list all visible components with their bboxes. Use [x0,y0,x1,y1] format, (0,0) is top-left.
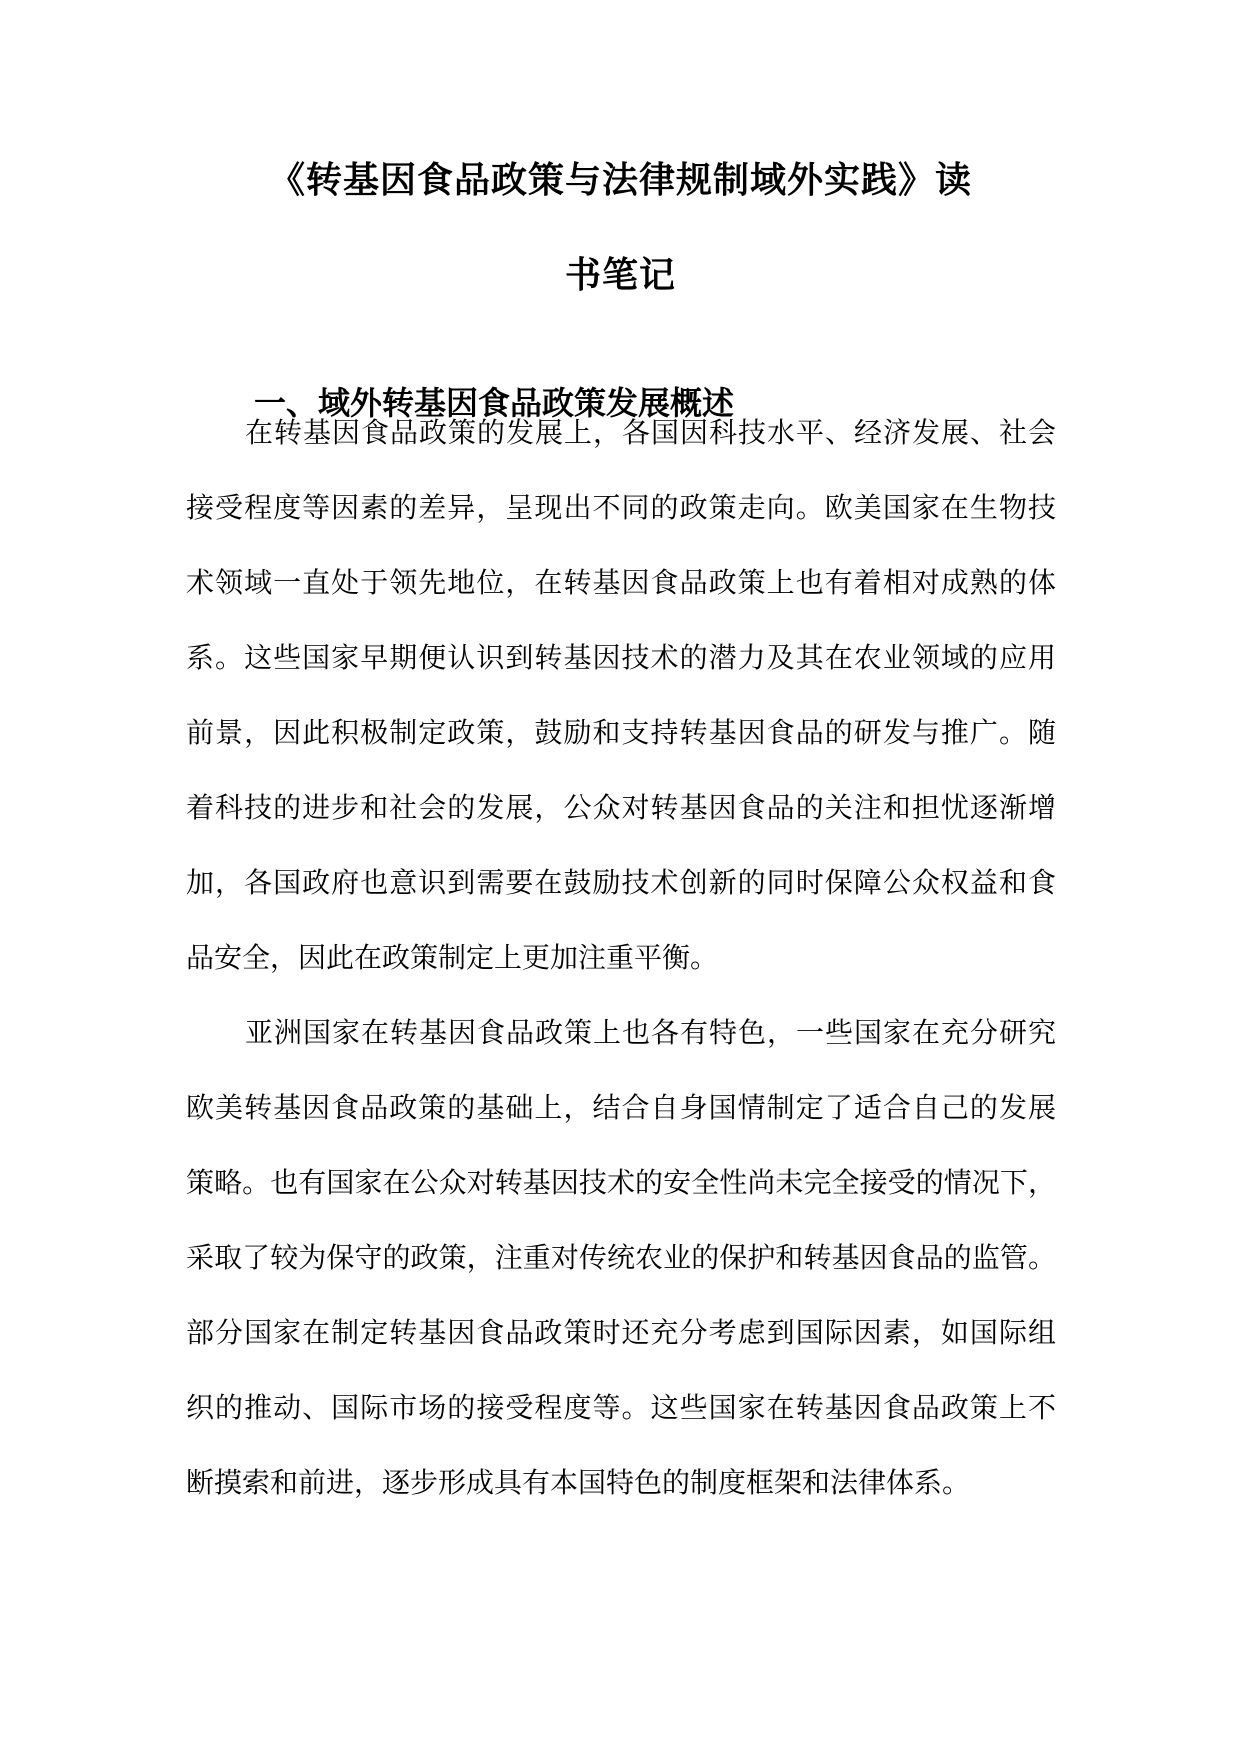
paragraph-1-line: 前景，因此积极制定政策，鼓励和支持转基因食品的研发与推广。随 [186,716,1056,749]
paragraph-1-line: 着科技的进步和社会的发展，公众对转基因食品的关注和担忧逐渐增 [186,791,1056,824]
paragraph-2-line: 欧美转基因食品政策的基础上，结合自身国情制定了适合自己的发展 [186,1091,1056,1124]
paragraph-2-line: 部分国家在制定转基因食品政策时还充分考虑到国际因素，如国际组 [186,1316,1056,1349]
document-title-line-1: 《转基因食品政策与法律规制域外实践》读 [268,160,972,201]
paragraph-2-line: 织的推动、国际市场的接受程度等。这些国家在转基因食品政策上不 [186,1391,1056,1424]
paragraph-1-line: 接受程度等因素的差异，呈现出不同的政策走向。欧美国家在生物技 [186,491,1056,524]
paragraph-1-line: 术领域一直处于领先地位，在转基因食品政策上也有着相对成熟的体 [186,566,1056,599]
paragraph-2-line: 亚洲国家在转基因食品政策上也各有特色，一些国家在充分研究 [245,1016,1056,1049]
paragraph-2-line: 采取了较为保守的政策，注重对传统农业的保护和转基因食品的监管。 [186,1241,1056,1274]
paragraph-1-line: 品安全，因此在政策制定上更加注重平衡。 [186,941,719,974]
paragraph-1-line: 系。这些国家早期便认识到转基因技术的潜力及其在农业领域的应用 [186,641,1056,674]
document-title-line-2: 书笔记 [564,255,676,296]
paragraph-2-line: 断摸索和前进，逐步形成具有本国特色的制度框架和法律体系。 [186,1466,971,1499]
paragraph-1-line: 加，各国政府也意识到需要在鼓励技术创新的同时保障公众权益和食 [186,866,1056,899]
paragraph-2-line: 策略。也有国家在公众对转基因技术的安全性尚未完全接受的情况下， [186,1166,1056,1199]
section-heading-1: 一、域外转基因食品政策发展概述 [254,384,735,422]
paragraph-1-line: 在转基因食品政策的发展上，各国因科技水平、经济发展、社会 [245,416,1056,449]
